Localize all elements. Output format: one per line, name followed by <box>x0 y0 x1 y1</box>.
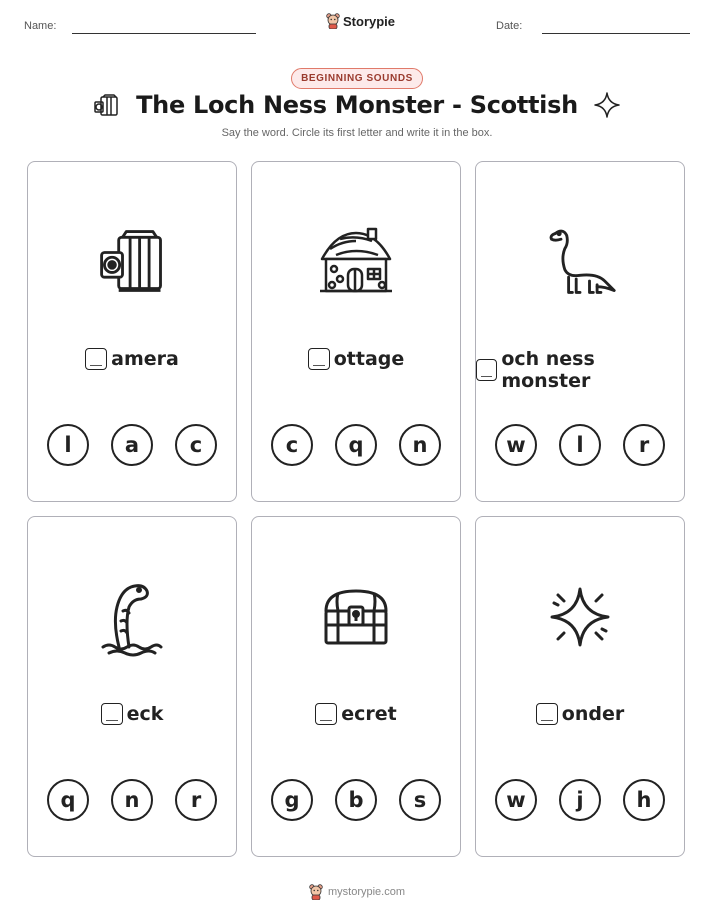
word-row <box>28 348 236 370</box>
letter-choices <box>28 424 236 466</box>
word-card <box>475 161 685 502</box>
letter-choice[interactable]: j <box>559 779 601 821</box>
name-label: Name: <box>24 20 57 32</box>
letter-choice[interactable]: l <box>559 424 601 466</box>
card-picture <box>28 572 236 662</box>
camera-icon <box>92 90 122 120</box>
letter-choice[interactable]: n <box>399 424 441 466</box>
word-card <box>475 516 685 857</box>
bear-logo-icon <box>326 13 340 29</box>
card-picture <box>476 217 684 307</box>
sparkle-icon <box>592 90 622 120</box>
card-picture <box>252 217 460 307</box>
date-line[interactable] <box>542 33 690 34</box>
answer-box[interactable] <box>536 703 558 725</box>
letter-choice[interactable]: s <box>399 779 441 821</box>
letter-choice[interactable]: w <box>495 424 537 466</box>
answer-box[interactable] <box>476 359 497 381</box>
answer-box[interactable] <box>85 348 107 370</box>
word-card <box>27 516 237 857</box>
camera-icon <box>94 224 170 300</box>
brand-name: Storypie <box>343 13 396 29</box>
page-footer <box>0 884 714 900</box>
title-row <box>0 90 714 120</box>
card-picture <box>252 572 460 662</box>
letter-choice[interactable]: h <box>623 779 665 821</box>
letter-choice[interactable]: a <box>111 424 153 466</box>
letter-choice[interactable]: c <box>271 424 313 466</box>
instructions: Say the word. Circle its first letter and write it in the box. <box>221 127 493 139</box>
word-row <box>476 703 684 725</box>
category-badge: BEGINNING SOUNDS <box>291 68 423 89</box>
word-ending: ottage <box>333 348 405 370</box>
letter-choices <box>252 424 460 466</box>
badge-container <box>0 66 714 89</box>
word-row <box>28 703 236 725</box>
answer-box[interactable] <box>315 703 337 725</box>
word-row <box>252 348 460 370</box>
letter-choices <box>476 779 684 821</box>
bear-logo-icon <box>309 884 323 900</box>
letter-choice[interactable]: b <box>335 779 377 821</box>
word-ending: eck <box>126 703 164 725</box>
letter-choice[interactable]: q <box>47 779 89 821</box>
word-ending: ecret <box>341 703 397 725</box>
letter-choices <box>28 779 236 821</box>
card-picture <box>476 572 684 662</box>
letter-choice[interactable]: r <box>623 424 665 466</box>
word-row <box>476 348 684 392</box>
cottage-icon <box>316 227 396 297</box>
letter-choices <box>252 779 460 821</box>
letter-choice[interactable]: g <box>271 779 313 821</box>
word-card <box>251 161 461 502</box>
answer-box[interactable] <box>101 703 123 725</box>
letter-choice[interactable]: w <box>495 779 537 821</box>
letter-choice[interactable]: l <box>47 424 89 466</box>
loch-ness-monster-icon <box>542 224 618 300</box>
letter-choices <box>476 424 684 466</box>
date-label: Date: <box>496 20 523 32</box>
footer-url[interactable]: mystorypie.com <box>327 886 406 898</box>
letter-choice[interactable]: r <box>175 779 217 821</box>
word-ending: och ness monster <box>501 348 595 392</box>
word-ending: amera <box>111 348 179 370</box>
neck-serpent-icon <box>97 577 167 657</box>
treasure-chest-icon <box>320 585 392 649</box>
card-picture <box>28 217 236 307</box>
word-row <box>252 703 460 725</box>
letter-choice[interactable]: n <box>111 779 153 821</box>
word-card <box>27 161 237 502</box>
letter-choice[interactable]: c <box>175 424 217 466</box>
letter-choice[interactable]: q <box>335 424 377 466</box>
name-line[interactable] <box>72 33 256 34</box>
word-card <box>251 516 461 857</box>
answer-box[interactable] <box>308 348 330 370</box>
word-ending: onder <box>561 703 625 725</box>
page-title: The Loch Ness Monster - Scottish <box>136 91 578 119</box>
page-header <box>0 0 714 50</box>
brand-logo <box>326 13 395 29</box>
sparkle-icon <box>544 581 616 653</box>
